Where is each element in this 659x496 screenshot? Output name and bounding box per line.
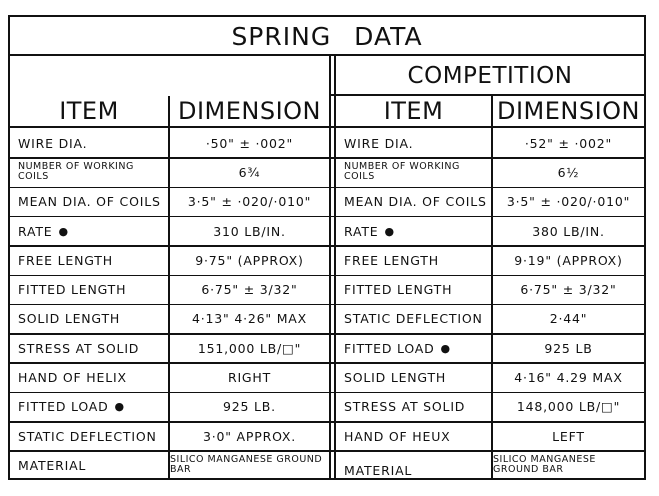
left-item-text: NUMBER OF WORKING COILS xyxy=(18,161,134,183)
left-value-cell xyxy=(170,451,329,479)
right-value-text: 3·5" ± ·020/·010" xyxy=(506,194,631,210)
left-value-cell xyxy=(170,276,329,304)
left-item-text: FREE LENGTH xyxy=(18,252,113,268)
right-item-cell xyxy=(336,451,491,479)
left-value-cell xyxy=(170,393,329,421)
right-dimension-header: DIMENSION xyxy=(496,97,641,125)
right-value-text: 380 LB/IN. xyxy=(532,223,605,239)
right-value-cell xyxy=(493,363,644,391)
left-value-cell xyxy=(170,188,329,216)
left-value-text: SILICO MANGANESE GROUND BAR xyxy=(170,454,323,476)
right-value-cell xyxy=(493,393,644,421)
left-item-cell xyxy=(10,334,168,362)
right-item-cell xyxy=(336,217,491,245)
right-item-cell xyxy=(336,129,491,157)
left-value-cell xyxy=(170,422,329,450)
left-value-text: RIGHT xyxy=(227,370,272,386)
left-item-cell xyxy=(10,393,168,421)
left-item-cell xyxy=(10,363,168,391)
footnote-marker: ● xyxy=(440,341,451,355)
right-value-text: ·52" ± ·002" xyxy=(524,135,613,151)
left-value-text: 3·0" APPROX. xyxy=(202,428,297,444)
right-item-cell xyxy=(336,422,491,450)
right-item-text: HAND OF HEUX xyxy=(344,428,451,444)
right-value-cell xyxy=(493,246,644,274)
right-item-text: FREE LENGTH xyxy=(344,252,439,268)
right-item-header: ITEM xyxy=(383,97,444,125)
left-value-cell xyxy=(170,217,329,245)
center-divider xyxy=(329,55,331,479)
right-value-cell xyxy=(493,334,644,362)
left-value-text: 151,000 LB/□" xyxy=(197,340,302,356)
rule-header xyxy=(10,126,644,128)
left-item-text: WIRE DIA. xyxy=(18,135,88,151)
right-value-cell xyxy=(493,305,644,333)
left-value-cell xyxy=(170,158,329,186)
left-value-cell xyxy=(170,305,329,333)
left-value-text: 3·5" ± ·020/·010" xyxy=(187,194,312,210)
left-value-cell xyxy=(170,334,329,362)
right-value-text: LEFT xyxy=(552,428,585,444)
left-value-text: 4·13" 4·26" MAX xyxy=(191,311,307,327)
left-item-text: MEAN DIA. OF COILS xyxy=(18,194,161,210)
right-item-text: NUMBER OF WORKING COILS xyxy=(344,161,460,183)
right-item-cell xyxy=(336,158,491,186)
left-item-cell xyxy=(10,188,168,216)
left-item-cell xyxy=(10,276,168,304)
right-item-cell xyxy=(336,188,491,216)
left-item-text: HAND OF HELIX xyxy=(18,370,127,386)
left-value-text: 925 LB. xyxy=(223,399,276,415)
footnote-marker: ● xyxy=(114,400,125,414)
left-value-cell xyxy=(170,363,329,391)
right-value-text: 148,000 LB/□" xyxy=(516,399,621,415)
right-value-cell xyxy=(493,422,644,450)
left-value-cell xyxy=(170,129,329,157)
left-dimension-header: DIMENSION xyxy=(177,97,322,125)
right-value-text: 9·19" (APPROX) xyxy=(514,252,623,268)
competition-heading: COMPETITION xyxy=(407,63,573,89)
left-item-text: SOLID LENGTH xyxy=(18,311,121,327)
right-item-cell xyxy=(336,305,491,333)
left-value-text: 9·75" (APPROX) xyxy=(195,252,304,268)
right-item-text: STATIC DEFLECTION xyxy=(344,311,483,327)
left-value-text: ·50" ± ·002" xyxy=(205,135,294,151)
right-item-cell xyxy=(336,393,491,421)
left-item-header: ITEM xyxy=(59,97,119,125)
left-item-cell xyxy=(10,422,168,450)
left-item-cell xyxy=(10,305,168,333)
right-item-text: MEAN DIA. OF COILS xyxy=(344,194,487,210)
left-item-cell xyxy=(10,129,168,157)
right-value-cell xyxy=(493,188,644,216)
footnote-marker: ● xyxy=(384,224,395,238)
sheet-title: SPRING DATA xyxy=(231,21,423,51)
right-item-cell xyxy=(336,363,491,391)
left-value-text: 6¾ xyxy=(238,164,261,180)
right-value-text: 6·75" ± 3/32" xyxy=(520,282,617,298)
right-value-text: 925 LB xyxy=(544,340,593,356)
right-value-cell xyxy=(493,451,644,479)
left-item-cell xyxy=(10,217,168,245)
rule-title xyxy=(10,54,644,56)
left-item-text: FITTED LOAD xyxy=(18,399,109,415)
right-value-text: 4·16" 4.29 MAX xyxy=(514,370,623,386)
right-value-cell xyxy=(493,129,644,157)
right-item-text: RATE xyxy=(344,223,379,239)
right-item-cell xyxy=(336,276,491,304)
right-item-text: STRESS AT SOLID xyxy=(344,399,466,415)
right-value-cell xyxy=(493,217,644,245)
right-item-text: FITTED LOAD xyxy=(344,340,435,356)
left-value-cell xyxy=(170,246,329,274)
right-item-cell xyxy=(336,334,491,362)
right-value-text: 2·44" xyxy=(549,311,588,327)
left-value-text: 6·75" ± 3/32" xyxy=(201,282,298,298)
right-value-cell xyxy=(493,158,644,186)
left-item-cell xyxy=(10,451,168,479)
left-value-text: 310 LB/IN. xyxy=(213,223,286,239)
left-item-cell xyxy=(10,246,168,274)
left-item-text: RATE xyxy=(18,223,53,239)
right-item-text: MATERIAL xyxy=(344,462,413,478)
left-item-text: FITTED LENGTH xyxy=(18,282,127,298)
left-item-text: STATIC DEFLECTION xyxy=(18,428,157,444)
left-item-cell xyxy=(10,158,168,186)
right-value-text: 6½ xyxy=(557,164,580,180)
right-item-text: WIRE DIA. xyxy=(344,135,414,151)
left-item-text: MATERIAL xyxy=(18,457,87,473)
right-item-text: FITTED LENGTH xyxy=(344,282,453,298)
right-item-cell xyxy=(336,246,491,274)
right-value-cell xyxy=(493,276,644,304)
right-value-text: SILICO MANGANESE GROUND BAR xyxy=(493,454,596,476)
footnote-marker: ● xyxy=(58,224,69,238)
left-item-text: STRESS AT SOLID xyxy=(18,340,140,356)
right-item-text: SOLID LENGTH xyxy=(344,370,447,386)
